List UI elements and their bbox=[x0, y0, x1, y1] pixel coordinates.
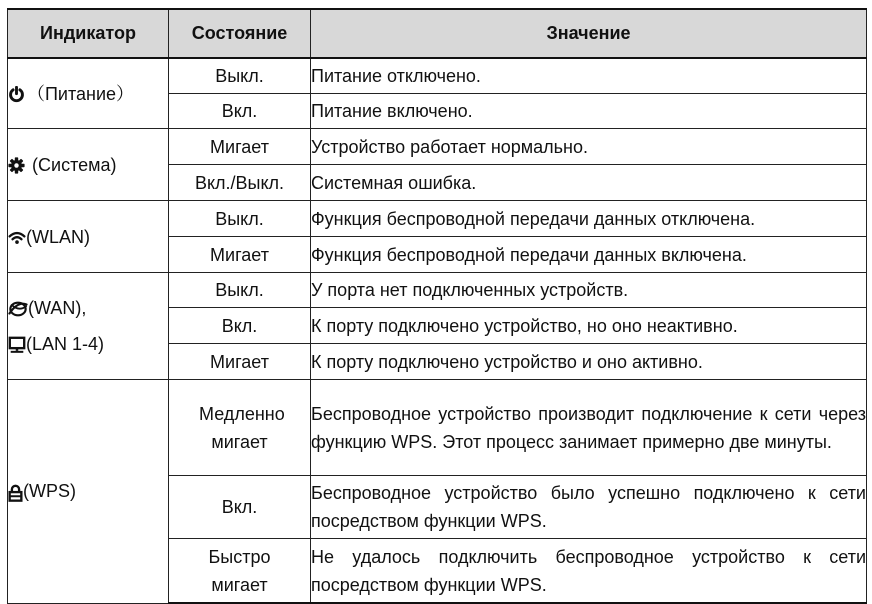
header-row bbox=[8, 9, 867, 58]
globe-icon bbox=[8, 300, 28, 318]
state-cell: Выкл. bbox=[169, 273, 311, 308]
meaning-cell: Системная ошибка. bbox=[311, 165, 867, 201]
monitor-icon bbox=[8, 336, 26, 354]
meaning-cell: Функция беспроводной передачи данных включена. bbox=[311, 237, 867, 273]
state-cell: Мигает bbox=[169, 344, 311, 380]
meaning-cell: Питание отключено. bbox=[311, 58, 867, 94]
indicator-wan-lan bbox=[8, 273, 169, 380]
indicator-wps bbox=[8, 380, 169, 604]
state-cell: Вкл./Выкл. bbox=[169, 165, 311, 201]
indicator-wlan bbox=[8, 201, 169, 273]
state-cell: Мигает bbox=[169, 129, 311, 165]
meaning-cell: Беспроводное устройство производит подключение к сети через функцию WPS. Этот процесс занимает примерно две минуты. bbox=[311, 380, 867, 476]
gear-icon bbox=[8, 157, 25, 174]
meaning-cell: Функция беспроводной передачи данных отключена. bbox=[311, 201, 867, 237]
indicator-label: (Система) bbox=[32, 154, 117, 175]
table-row bbox=[8, 380, 867, 476]
meaning-cell: Беспроводное устройство было успешно подключено к сети посредством функции WPS. bbox=[311, 476, 867, 539]
indicator-label: (WPS) bbox=[23, 481, 76, 502]
indicator-table bbox=[7, 8, 867, 604]
meaning-cell: К порту подключено устройство, но оно неактивно. bbox=[311, 308, 867, 344]
state-cell: Быстро мигает bbox=[169, 539, 311, 604]
indicator-label: （Питание） bbox=[27, 83, 135, 104]
indicator-label: (LAN 1-4) bbox=[26, 334, 105, 354]
state-cell: Вкл. bbox=[169, 476, 311, 539]
meaning-cell: К порту подключено устройство и оно активно. bbox=[311, 344, 867, 380]
header-indicator: Индикатор bbox=[8, 9, 169, 58]
indicator-label: (WLAN) bbox=[26, 226, 90, 247]
table-row bbox=[8, 201, 867, 237]
meaning-cell: Не удалось подключить беспроводное устройство к сети посредством функции WPS. bbox=[311, 539, 867, 604]
state-cell: Выкл. bbox=[169, 58, 311, 94]
meaning-cell: Питание включено. bbox=[311, 94, 867, 129]
state-cell: Выкл. bbox=[169, 201, 311, 237]
indicator-power bbox=[8, 58, 169, 129]
table-row bbox=[8, 273, 867, 308]
power-icon bbox=[8, 86, 25, 103]
lock-icon bbox=[8, 484, 23, 502]
table-row bbox=[8, 129, 867, 165]
indicator-label: (WAN), bbox=[28, 298, 87, 318]
meaning-cell: Устройство работает нормально. bbox=[311, 129, 867, 165]
state-cell: Вкл. bbox=[169, 94, 311, 129]
header-meaning: Значение bbox=[311, 9, 867, 58]
meaning-cell: У порта нет подключенных устройств. bbox=[311, 273, 867, 308]
indicator-system bbox=[8, 129, 169, 201]
state-cell: Вкл. bbox=[169, 308, 311, 344]
wifi-icon bbox=[8, 231, 26, 245]
header-state: Состояние bbox=[169, 9, 311, 58]
state-cell: Медленно мигает bbox=[169, 380, 311, 476]
table-row bbox=[8, 58, 867, 94]
state-cell: Мигает bbox=[169, 237, 311, 273]
